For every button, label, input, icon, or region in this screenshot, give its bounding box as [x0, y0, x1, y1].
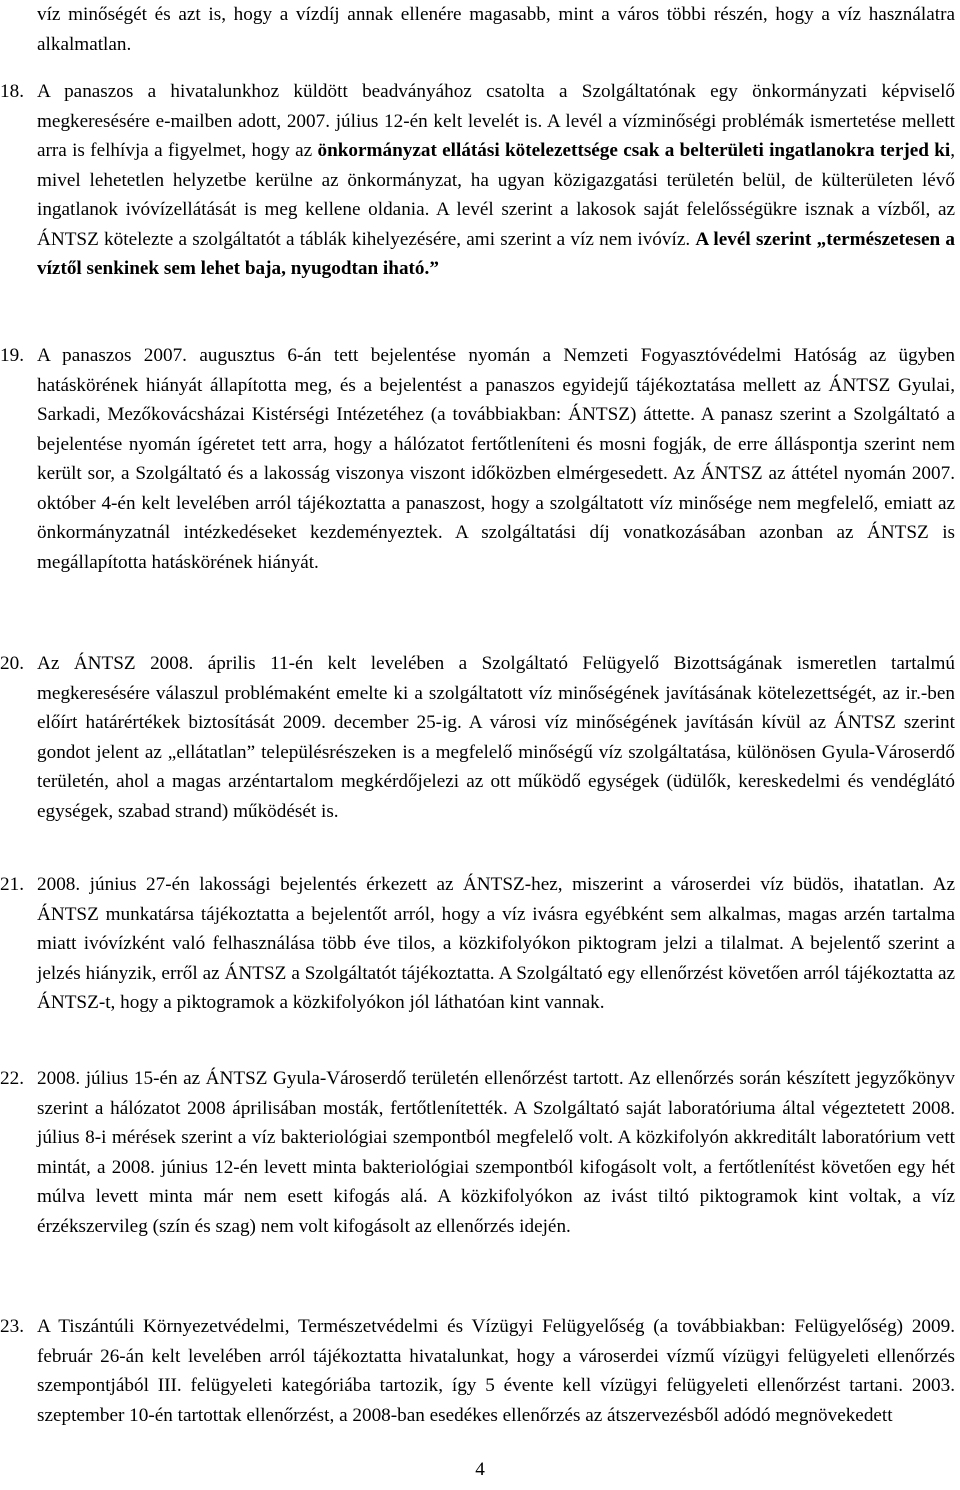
list-item-18 [0, 77, 955, 284]
intro-paragraph [37, 0, 955, 59]
item-text: A panaszos 2007. augusztus 6-án tett bejelentése nyomán a Nemzeti Fogyasztóvédelmi Hatóság az ügyben hatáskörének hiányát állapította meg, és a bejelentést a panaszos egyidejű tájékoztatása mellett az ÁNTSZ Gyulai, Sarkadi, Mezőkovácsházai Kistérségi Intézetéhez (a továbbiakban: ÁNTSZ) áttette. A panasz szerint a Szolgáltató a bejelentése nyomán ígéretet tett arra, hogy a hálózatot fertőtleníteni és mosni fogják, de erre álláspontja szerint nem került sor, a Szolgáltató és a lakosság viszonya viszont időközben elmérgesedett. Az ÁNTSZ az áttétel nyomán 2007. október 4-én kelt levelében arról tájékoztatta a panaszost, hogy a szolgáltatott víz minősége nem megfelelő, emiatt az önkormányzatnál intézkedéseket kezdeményeztek. A szolgáltatási díj vonatkozásában azonban az ÁNTSZ is megállapította hatáskörének hiányát. [37, 345, 955, 573]
item-number: 18. [0, 81, 24, 102]
list-item-20 [0, 649, 955, 826]
item-text: 2008. július 15-én az ÁNTSZ Gyula-Városerdő területén ellenőrzést tartott. Az ellenőrzés során készített jegyzőkönyv szerint a hálózatot 2008 áprilisában mosták, fertőtlenítették. A Szolgáltató saját laboratóriuma által végeztetett 2008. július 8-i mérések szerint a víz bakteriológiai szempontból megfelelő volt. A közkifolyón akkreditált laboratórium vett mintát, a 2008. június 12-én levett minta bakteriológiai szempontból kifogásolt volt, a fertőtlenítést követően egy hét múlva levett minta már nem esett kifogás alá. A közkifolyókon az ivást tiltó piktogramok kint voltak, a víz érzékszervileg (szín és szag) nem volt kifogásolt az ellenőrzés idején. [37, 1068, 955, 1237]
list-item-21 [0, 870, 955, 1018]
item-text: Az ÁNTSZ 2008. április 11-én kelt levelében a Szolgáltató Felügyelő Bizottságának ismeretlen tartalmú megkeresésére válaszul problémaként emelte ki a szolgáltatott víz minőségének javításának kötelezettségét, az ir.-ben előírt határértékek biztosítását 2009. december 25-ig. A városi víz minőségének javításán kívül az ÁNTSZ szerint gondot jelent az „ellátatlan” településrészeken is a megfelelő minőségű víz szolgáltatása, különösen Gyula-Városerdő területén, ahol a magas arzéntartalom megkérdőjelezi az ott működő egységek (üdülők, kereskedelmi és vendéglátó egységek, szabad strand) működését is. [37, 653, 955, 822]
item-bold-text: A levél szerint „természetesen a víztől senkinek sem lehet baja, nyugodtan iható.” [37, 228, 956, 279]
list-item-22 [0, 1064, 955, 1241]
item-text: , mivel lehetetlen helyzetbe kerülne az önkormányzat, ha ugyan közigazgatási területén belül, de külterületen lévő ingatlanok ivóvízellátását is meg kellene oldania. A levél szerint a lakosok saját felelősségükre isznak a vízből, az ÁNTSZ kötelezte a szolgáltatót a táblák kihelyezésére, ami szerint a víz nem ivóvíz. [37, 140, 955, 250]
item-number: 21. [0, 874, 24, 895]
item-text: A panaszos a hivatalunkhoz küldött beadványához csatolta a Szolgáltatónak egy önkormányzati képviselő megkeresésére e-mailben adott, 2007. július 12-én kelt levelét is. A levél a vízminőségi problémák ismertetése mellett arra is felhívja a figyelmet, hogy az [37, 81, 955, 161]
item-number: 23. [0, 1316, 24, 1337]
item-number: 22. [0, 1068, 24, 1089]
list-item-19 [0, 341, 955, 577]
item-text: 2008. június 27-én lakossági bejelentés érkezett az ÁNTSZ-hez, miszerint a városerdei víz büdös, ihatatlan. Az ÁNTSZ munkatársa tájékoztatta a bejelentőt arról, hogy a víz ivásra egyébként sem alkalmas, magas arzén tartalma miatt ivóvízként való felhasználása több éve tilos, a közkifolyókon piktogram jelzi a tilalmat. A bejelentő szerint a jelzés hiányzik, erről az ÁNTSZ a Szolgáltatót tájékoztatta. A Szolgáltató egy ellenőrzést követően arról tájékoztatta az ÁNTSZ-t, hogy a piktogramok a közkifolyókon jól láthatóan kint vannak. [37, 874, 955, 1013]
item-number: 19. [0, 345, 24, 366]
item-text: A Tiszántúli Környezetvédelmi, Természetvédelmi és Vízügyi Felügyelőség (a továbbiakban: Felügyelőség) 2009. február 26-án kelt levelében arról tájékoztatta hivatalunkat, hogy a városerdei vízmű vízügyi felügyeleti ellenőrzés szempontjából III. felügyeleti kategóriába tartozik, így 5 évente kell vízügyi felügyeleti ellenőrzést tartani. 2003. szeptember 10-én tartottak ellenőrzést, a 2008-ban esedékes ellenőrzés az átszervezésből adódó megnövekedett [37, 1316, 955, 1426]
item-number: 20. [0, 653, 24, 674]
item-bold-text: önkormányzat ellátási kötelezettsége csak a belterületi ingatlanokra terjed ki [317, 140, 951, 161]
list-item-23 [0, 1312, 955, 1430]
page-number: 4 [475, 1459, 485, 1480]
intro-text: víz minőségét és azt is, hogy a vízdíj annak ellenére magasabb, mint a város többi részén, hogy a víz használatra alkalmatlan. [37, 4, 955, 55]
